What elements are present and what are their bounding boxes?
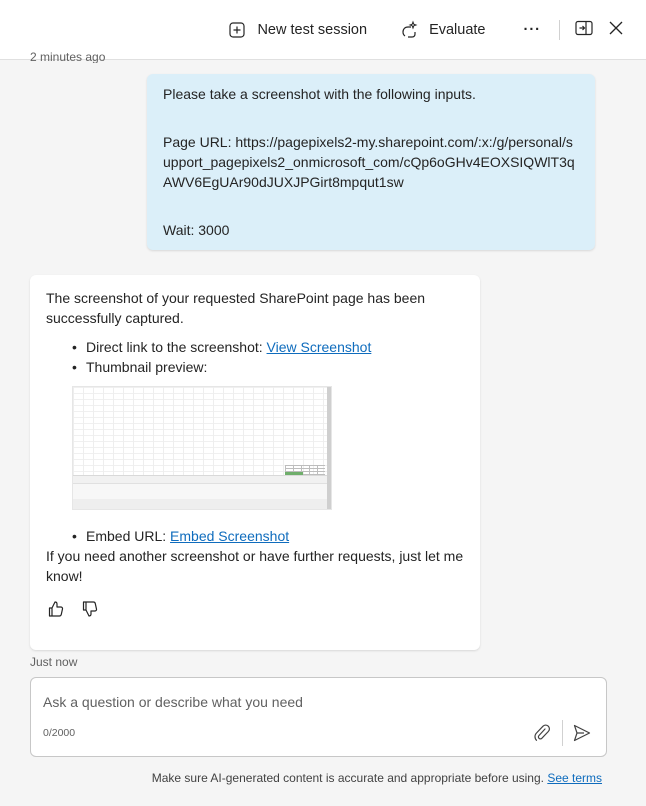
assistant-closing: If you need another screenshot or have further requests, just let me know! (46, 548, 464, 584)
assistant-message (30, 275, 480, 650)
more-icon: ··· (523, 21, 541, 38)
evaluate-button[interactable] (389, 14, 495, 46)
message-timestamp: 2 minutes ago (30, 51, 106, 63)
character-counter: 0/2000 (43, 727, 76, 739)
embed-screenshot-link[interactable]: Embed Screenshot (170, 528, 290, 544)
list-item-text: Embed URL: (86, 528, 171, 544)
view-screenshot-link[interactable]: View Screenshot (266, 339, 372, 355)
user-message-line: Please take a screenshot with the following inputs. (163, 86, 476, 102)
user-message-url: Page URL: https://pagepixels2-my.sharepoint.com/:x:/g/personal/support_pagepixels2_onmicrosoft_com/cQp6oGHv4EOXSIQWlT3qAWV6EgUAr90dJUXJPGirt8mpqut1sw (163, 134, 575, 190)
assistant-intro: The screenshot of your requested SharePoint page has been successfully captured. (46, 290, 426, 326)
feedback-bar (46, 600, 464, 620)
new-test-session-label: New test session (257, 21, 368, 38)
sparkle-icon (399, 20, 419, 40)
more-options-button[interactable] (514, 16, 552, 44)
attach-button[interactable] (529, 721, 555, 747)
assistant-list-continued (72, 526, 464, 546)
evaluate-label: Evaluate (429, 21, 486, 38)
disclaimer-text: Make sure AI-generated content is accurate and appropriate before using. (151, 771, 548, 785)
new-test-session-button[interactable] (217, 14, 377, 46)
panel-icon (575, 20, 593, 39)
message-timestamp-latest: Just now (30, 655, 78, 669)
toolbar-divider (559, 20, 560, 40)
list-item-text: Direct link to the screenshot: (86, 339, 267, 355)
thumbnail-preview-image[interactable] (72, 386, 332, 510)
thumbs-up-button[interactable] (46, 600, 66, 620)
thumbs-down-icon (81, 606, 99, 621)
list-item (72, 357, 464, 377)
send-button[interactable] (569, 721, 595, 747)
list-item-text: Thumbnail preview: (86, 359, 208, 375)
user-message (147, 74, 595, 250)
user-message-wait: Wait: 3000 (163, 222, 230, 238)
list-item (72, 337, 464, 357)
close-icon (609, 21, 623, 38)
thumbs-up-icon (47, 606, 65, 621)
add-square-icon (227, 20, 247, 40)
message-input[interactable] (43, 692, 583, 712)
panel-toggle-button[interactable] (568, 14, 600, 46)
thumbs-down-button[interactable] (80, 600, 100, 620)
assistant-list (72, 337, 464, 377)
send-icon (572, 731, 592, 746)
message-composer (30, 677, 607, 757)
composer-divider (562, 720, 563, 746)
see-terms-link[interactable]: See terms (547, 771, 602, 785)
close-button[interactable] (600, 14, 632, 46)
list-item (72, 526, 464, 546)
ai-disclaimer (152, 771, 602, 785)
paperclip-icon (532, 731, 552, 746)
